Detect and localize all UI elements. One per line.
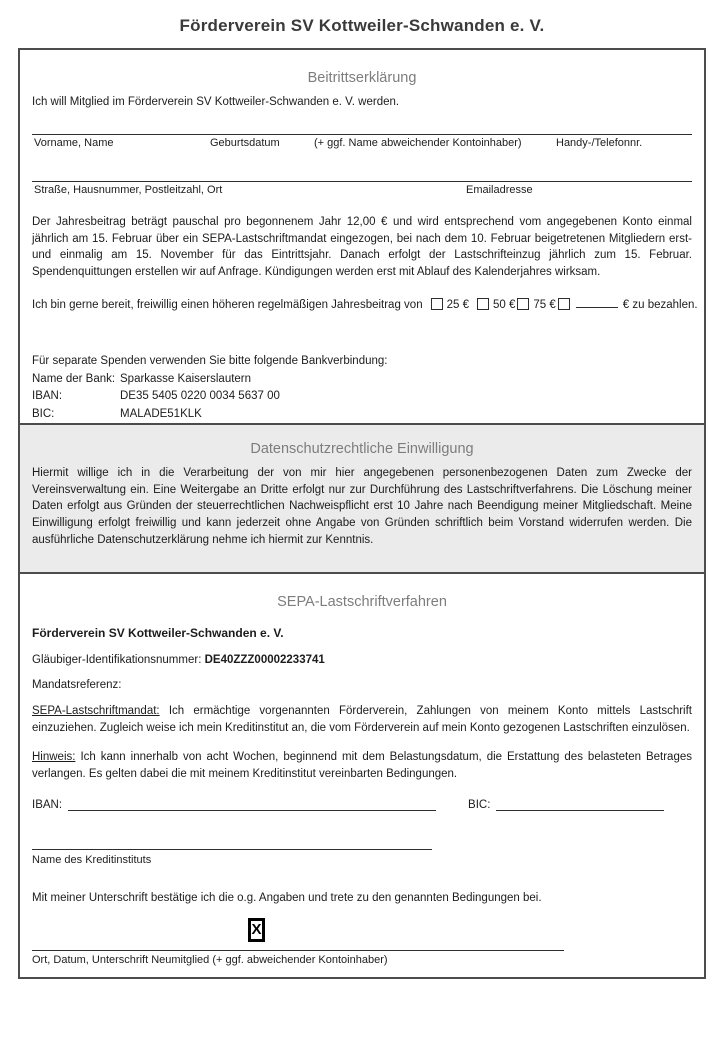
donation-bic-value: MALADE51KLK <box>120 408 202 421</box>
label-emailadresse: Emailadresse <box>466 184 533 196</box>
section-beitrittserklaerung <box>20 50 704 423</box>
sepa-club-name: Förderverein SV Kottweiler-Schwanden e. V. <box>32 626 284 640</box>
iban-bic-row <box>32 797 692 811</box>
donation-iban-row <box>32 388 692 406</box>
label-adresse: Straße, Hausnummer, Postleitzahl, Ort <box>34 184 223 196</box>
sepa-bic-label: BIC: <box>468 798 491 811</box>
donation-bank-row <box>32 371 692 389</box>
sepa-iban-label: IBAN: <box>32 798 63 811</box>
beitritt-heading: Beitrittserklärung <box>307 70 417 86</box>
amount-50-checkbox[interactable] <box>477 298 489 310</box>
mandate-paragraph <box>32 703 692 736</box>
amount-75-label: 75 € <box>533 298 556 311</box>
creditor-id-value: DE40ZZZ00002233741 <box>204 654 325 666</box>
amount-25-label: 25 € <box>446 298 469 311</box>
fee-terms-paragraph: Der Jahresbeitrag beträgt pauschal pro begonnenem Jahr 12,00 € und wird entsprechend vom angegebenen Konto einmal jährlich am 15. Februar über ein SEPA-Lastschriftmandat eingezogen, bei nach dem 10. Februar beigetretenen Mitgliedern erst- und einmalig am 15. November für das Eintrittsjahr. Danach erfolgt der Lastschrifteinzug jährlich zum 15. Februar. Spendenquittungen erstellen wir auf Anfrage. Kündigungen werden erst mit Ablauf des Kalenderjahres wirksam. <box>32 216 692 279</box>
amount-custom-checkbox[interactable] <box>558 298 570 310</box>
label-abweichender-kontoinhaber: (+ ggf. Name abweichender Kontoinhaber) <box>314 137 522 149</box>
datenschutz-paragraph: Hiermit willige ich in die Verarbeitung der von mir hier angegebenen personenbezogenen Daten zum Zwecke der Vereinsverwaltung ein. Eine Weitergabe an Dritte erfolgt nur zur Durchführung des Lastschriftverfahrens. Die Löschung meiner Daten erfolgt aus Gründen der steuerrechtlichen Nachweispflicht erst 10 Jahre nach Beendigung meiner Mitgliedschaft. Meine Einwilligung erfolgt freiwillig und kann jederzeit ohne Angabe von Gründen schriftlich beim Vorstand widerrufen werden. Die ausführliche Datenschutzerklärung nehme ich hiermit zur Kenntnis. <box>32 467 692 546</box>
amount-50-label: 50 € <box>492 298 516 311</box>
voluntary-fee-prefix: Ich bin gerne bereit, freiwillig einen höheren regelmäßigen Jahresbeitrag von <box>32 298 423 311</box>
membership-form <box>18 48 706 979</box>
amount-25-checkbox[interactable] <box>431 298 443 310</box>
beitritt-intro: Ich will Mitglied im Förderverein SV Kottweiler-Schwanden e. V. werden. <box>32 96 400 108</box>
voluntary-fee-suffix: € zu bezahlen. <box>622 298 698 311</box>
donation-bic-row <box>32 406 692 424</box>
mandate-lead: SEPA-Lastschriftmandat: <box>32 705 160 717</box>
datenschutz-heading: Datenschutzrechtliche Einwilligung <box>250 441 474 457</box>
label-geburtsdatum: Geburtsdatum <box>210 137 280 149</box>
label-vorname-name: Vorname, Name <box>34 137 114 149</box>
signature-input-line[interactable] <box>32 950 564 951</box>
bank-institute-label: Name des Kreditinstituts <box>32 853 152 866</box>
custom-amount-field[interactable] <box>576 297 618 308</box>
signature-confirm-text: Mit meiner Unterschrift bestätige ich die o.g. Angaben und trete zu den genannten Bedingungen bei. <box>32 891 542 904</box>
field-labels-row-1 <box>32 135 692 151</box>
note-paragraph <box>32 749 692 782</box>
creditor-id-label: Gläubiger-Identifikationsnummer: <box>32 654 202 666</box>
page-title: Förderverein SV Kottweiler-Schwanden e. V. <box>179 16 545 35</box>
mandate-text: Ich ermächtige vorgenannten Förderverein, Zahlungen von meinem Konto mittels Lastschrift einzuziehen. Zugleich weise ich mein Kreditinstitut an, die vom Förderverein auf mein Konto gezogenen Lastschriften einzulösen. <box>32 705 692 734</box>
section-datenschutz <box>20 423 704 574</box>
signature-label: Ort, Datum, Unterschrift Neumitglied (+ ggf. abweichender Kontoinhaber) <box>32 953 388 966</box>
donation-iban-label: IBAN: <box>32 390 63 403</box>
donation-bank-block <box>32 353 692 424</box>
note-lead: Hinweis: <box>32 751 76 764</box>
sepa-heading: SEPA-Lastschriftverfahren <box>277 594 447 610</box>
personal-data-fields <box>32 134 692 198</box>
iban-input-line[interactable] <box>68 797 436 811</box>
field-labels-row-2 <box>32 182 692 198</box>
donation-bic-label: BIC: <box>32 408 55 421</box>
voluntary-fee-row <box>32 297 698 311</box>
bic-input-line[interactable] <box>496 797 664 811</box>
bank-name-label: Name der Bank: <box>32 372 116 385</box>
amount-75-checkbox[interactable] <box>517 298 529 310</box>
donation-intro: Für separate Spenden verwenden Sie bitte folgende Bankverbindung: <box>32 354 388 367</box>
label-telefonnr: Handy-/Telefonnr. <box>556 137 643 149</box>
note-text: Ich kann innerhalb von acht Wochen, beginnend mit dem Belastungsdatum, die Erstattung des belasteten Betrages verlangen. Es gelten dabei die mit meinem Kreditinstitut vereinbarten Bedingungen. <box>32 751 692 781</box>
bank-name-value: Sparkasse Kaiserslautern <box>120 372 252 385</box>
donation-iban-value: DE35 5405 0220 0034 5637 00 <box>120 390 280 403</box>
section-sepa <box>20 574 704 977</box>
sign-mark-glyph: X <box>251 921 262 939</box>
creditor-id-row <box>32 654 692 666</box>
bank-institute-input-line[interactable] <box>32 849 432 850</box>
mandate-reference-label: Mandatsreferenz: <box>32 679 122 691</box>
signature-x-mark-icon <box>248 918 265 942</box>
